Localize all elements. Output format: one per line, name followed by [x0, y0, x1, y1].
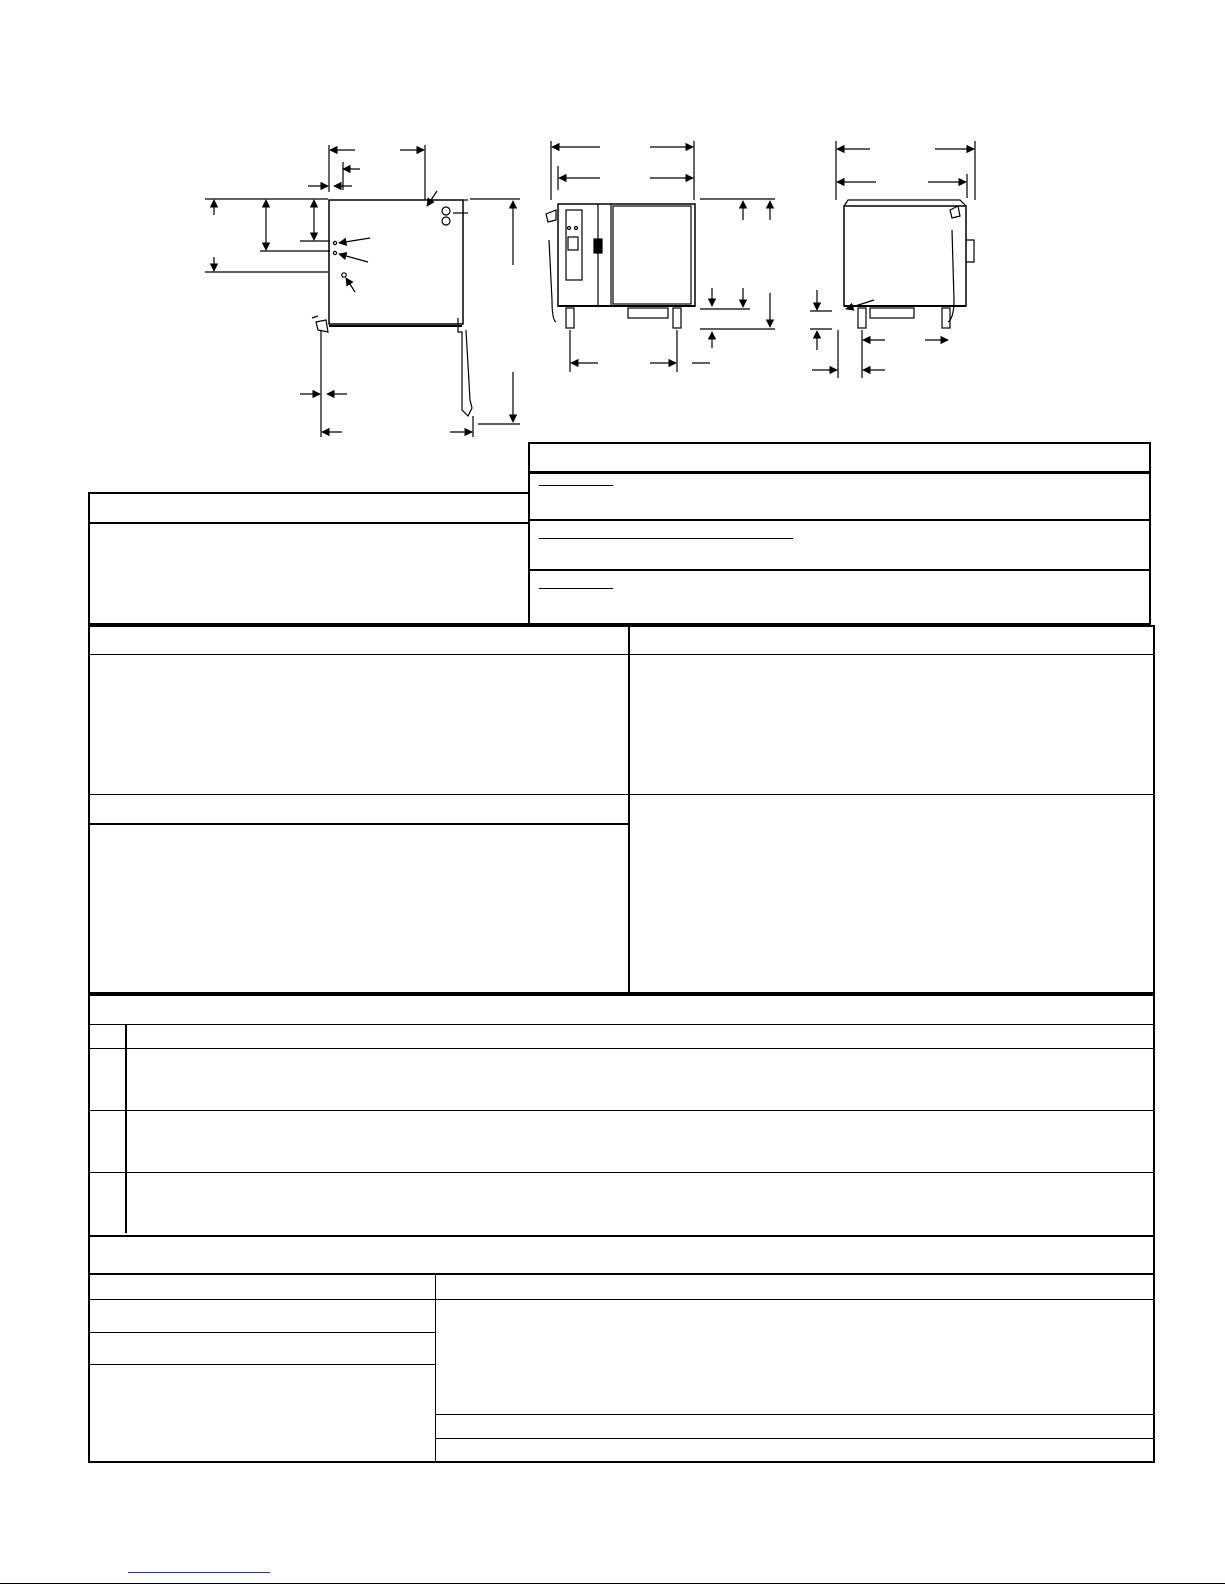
table-row-rule [90, 1024, 1153, 1025]
spec-lower-header-rule [90, 823, 628, 825]
requirements-table [88, 994, 1155, 1237]
info-header-rule [90, 522, 528, 524]
notes-heading-3-underline [539, 588, 613, 589]
side-elevation-drawing [205, 145, 520, 437]
bottom-left-row-rule [90, 1364, 435, 1365]
specifications-grid [88, 625, 1155, 994]
table-number-column-divider [125, 1024, 127, 1233]
notes-heading-1-underline [539, 485, 613, 486]
spec-right-header-rule [630, 654, 1153, 655]
info-box [88, 492, 530, 625]
footer-link[interactable] [128, 1572, 270, 1573]
table-row-rule [90, 1172, 1153, 1173]
notes-divider [530, 519, 1149, 521]
notes-heading-2-underline [539, 538, 793, 539]
bottom-left-row-rule [90, 1332, 435, 1333]
bottom-row-rule [90, 1299, 1153, 1300]
footer-rule [0, 1583, 1225, 1584]
notes-divider [530, 569, 1149, 571]
bottom-section [88, 1235, 1155, 1463]
table-row-rule [90, 1110, 1153, 1111]
notes-header-rule [530, 471, 1149, 474]
front-elevation-drawing [546, 141, 775, 372]
bottom-right-row-rule [436, 1414, 1153, 1415]
bottom-column-divider [435, 1273, 436, 1461]
bottom-right-row-rule [436, 1438, 1153, 1439]
notes-box [528, 442, 1151, 625]
spec-left-header-rule [90, 654, 628, 655]
technical-drawings [0, 0, 1225, 450]
spec-row-divider [90, 794, 1153, 795]
table-row-rule [90, 1048, 1153, 1049]
bottom-header-rule [90, 1273, 1153, 1275]
right-elevation-drawing [810, 141, 975, 378]
spec-column-divider [628, 627, 630, 992]
